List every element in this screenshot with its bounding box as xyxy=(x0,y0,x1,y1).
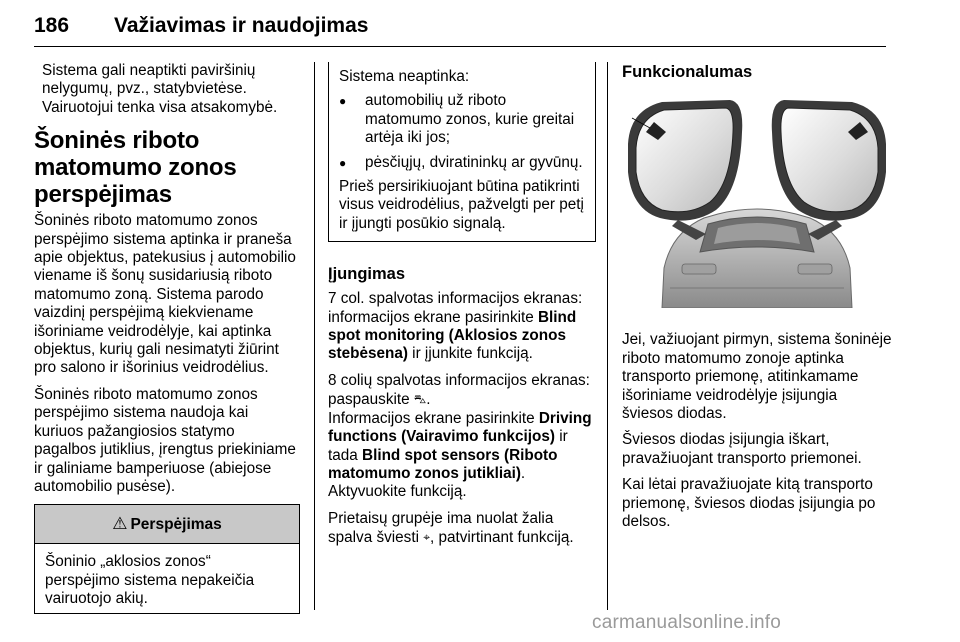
text-run: ir įjunkite funkciją. xyxy=(407,345,533,363)
note-text: Prieš persirikiuojant būtina patikrinti visus veidrodėlius, pažvelgti per petį ir įjungti posūkio signalą. xyxy=(339,178,584,232)
text-run: ir tada xyxy=(328,428,568,464)
text-run: . xyxy=(426,391,431,409)
indicator-paragraph xyxy=(328,510,596,548)
menu-option-bold: Blind spot sensors (Riboto matomumo zonos jutikliai) xyxy=(328,446,558,482)
column-divider-left xyxy=(314,62,315,610)
paragraph-sensors: Šoninės riboto matomumo zonos perspėjimo sistema naudoja kai kuriuos pažangiosios statymo pagalbos jutiklius, įrengtus priekiniame ir galiniame bamperiuose (abiejose automobilio pusėse). xyxy=(34,385,296,495)
blind-spot-indicator-icon: ⌖ xyxy=(423,530,430,545)
activation-heading: Įjungimas xyxy=(328,265,406,284)
car-rear-drawing xyxy=(662,209,852,308)
text-run: . xyxy=(520,464,526,482)
column-right xyxy=(622,62,892,539)
column-left xyxy=(34,62,300,614)
vehicle-settings-icon: ⛍ xyxy=(413,392,427,407)
menu-option-bold: Driving functions (Vairavimo funkcijos) xyxy=(328,409,592,446)
text-run: 8 colių spalvotas informacijos ekranas: paspauskite xyxy=(328,371,590,409)
watermark-text: carmanualsonline.info xyxy=(592,612,782,633)
paragraph-description: Šoninės riboto matomumo zonos perspėjimo sistema aptinka ir praneša apie objektus, patekusius į automobilio viename iš šonų susidariusią riboto matomumo zoną. Sistema parodo vaizdinį perspėjimą kiekviename išoriniame veidrodėlyje, kai aptinka objektus, kurių gali nesimatyti žiūrint pro salono ir išorinius veidrodėlius. xyxy=(34,212,296,377)
warning-triangle-icon: ⚠ xyxy=(112,514,128,534)
page-header xyxy=(34,8,886,47)
activation-paragraph-8in xyxy=(328,372,596,502)
note-list-item: ● pėsčiųjų, dviratininkų ar gyvūnų. xyxy=(339,154,585,172)
column-divider-right xyxy=(607,62,608,610)
menu-option-bold: Blind spot monitoring (Aklosios zonos stebėsena) xyxy=(328,308,577,363)
warning-heading: Perspėjimas xyxy=(130,516,222,534)
warning-header xyxy=(35,505,299,544)
note-lead: Sistema neaptinka: xyxy=(339,68,470,85)
mirror-led-illustration xyxy=(622,92,892,308)
text-run: Aktyvuokite funkciją. xyxy=(328,483,467,501)
activation-paragraph-7in xyxy=(328,290,596,364)
column-middle xyxy=(328,62,596,556)
intro-text: Sistema gali neaptikti paviršinių nelygumų, pvz., statybvietėse. Vairuotojui tenka visa atsakomybė. xyxy=(42,62,278,116)
warning-text: Šoninio „aklosios zonos“ perspėjimo sistema nepakeičia vairuotojo akių. xyxy=(45,553,255,608)
functionality-heading: Funkcionalumas xyxy=(622,63,753,81)
running-title: Važiavimas ir naudojimas xyxy=(114,14,369,37)
functionality-paragraph-2: Šviesos diodas įsijungia iškart, pravažiuojant transporto priemonei. xyxy=(622,431,862,467)
text-run: Prietaisų grupėje ima nuolat žalia spalva šviesti xyxy=(328,509,554,547)
page-number: 186 xyxy=(34,14,70,37)
functionality-paragraph-3: Kai lėtai pravažiuojate kitą transporto priemonę, šviesos diodas įsijungia po delsos. xyxy=(622,476,876,531)
note-box xyxy=(328,62,596,242)
text-run: Informacijos ekrane pasirinkite xyxy=(328,409,539,427)
text-run: , patvirtinant funkciją. xyxy=(429,529,574,547)
functionality-paragraph-1: Jei, važiuojant pirmyn, sistema šoninėje riboto matomumo zonoje aptinka transporto priemonę, atitinkamame išoriniame veidrodėlyje įsijungia šviesos diodas. xyxy=(622,331,892,423)
note-list-item: ● automobilių už riboto matomumo zonos, kurie greitai artėja iki jos; xyxy=(339,92,585,147)
section-title: Šoninės riboto matomumo zonos perspėjimas xyxy=(34,127,237,209)
warning-box xyxy=(34,504,300,614)
note-list xyxy=(339,92,585,172)
text-run: 7 col. spalvotas informacijos ekranas: informacijos ekrane pasirinkite xyxy=(328,290,583,326)
